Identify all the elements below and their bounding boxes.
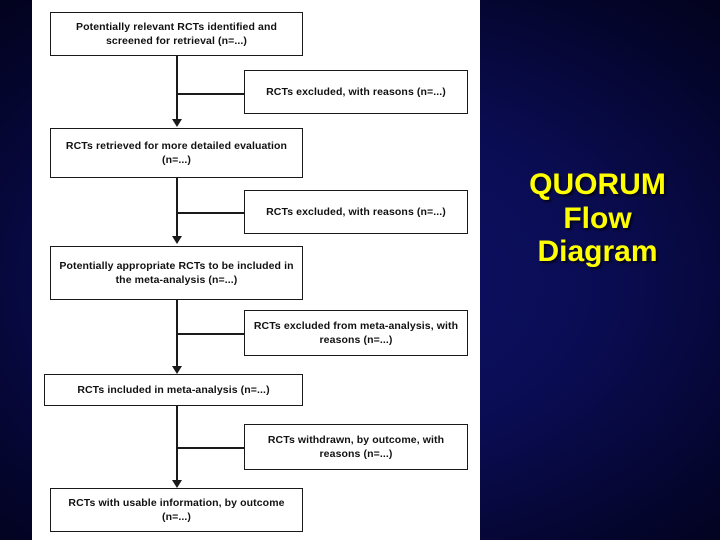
flow-node-withdrawn: RCTs withdrawn, by outcome, with reasons (n=...)	[244, 424, 468, 470]
flow-node-identified: Potentially relevant RCTs identified and screened for retrieval (n=...)	[50, 12, 303, 56]
connector-n1-n3	[176, 56, 178, 122]
arrowhead-n1-n3	[172, 119, 182, 127]
slide-title-line-2: Flow	[563, 201, 632, 235]
arrowhead-n3-n5	[172, 236, 182, 244]
flow-node-retrieved: RCTs retrieved for more detailed evaluation (n=...)	[50, 128, 303, 178]
slide-title-line-1: QUORUM	[529, 168, 666, 201]
flow-diagram-panel	[32, 0, 480, 540]
arrowhead-n7-n9	[172, 480, 182, 488]
flow-node-excluded-2: RCTs excluded, with reasons (n=...)	[244, 190, 468, 234]
arrowhead-n5-n7	[172, 366, 182, 374]
flow-node-usable-information: RCTs with usable information, by outcome (n=...)	[50, 488, 303, 532]
flow-node-potentially-appropriate: Potentially appropriate RCTs to be included in the meta-analysis (n=...)	[50, 246, 303, 300]
flow-node-excluded-from-meta: RCTs excluded from meta-analysis, with reasons (n=...)	[244, 310, 468, 356]
connector-n7-n9	[176, 406, 178, 482]
slide-title	[490, 168, 705, 269]
slide-title-line-3: Diagram	[537, 235, 658, 269]
flow-node-included: RCTs included in meta-analysis (n=...)	[44, 374, 303, 406]
flow-diagram	[32, 0, 480, 540]
connector-n3-n5	[176, 178, 178, 238]
flow-node-excluded-1: RCTs excluded, with reasons (n=...)	[244, 70, 468, 114]
